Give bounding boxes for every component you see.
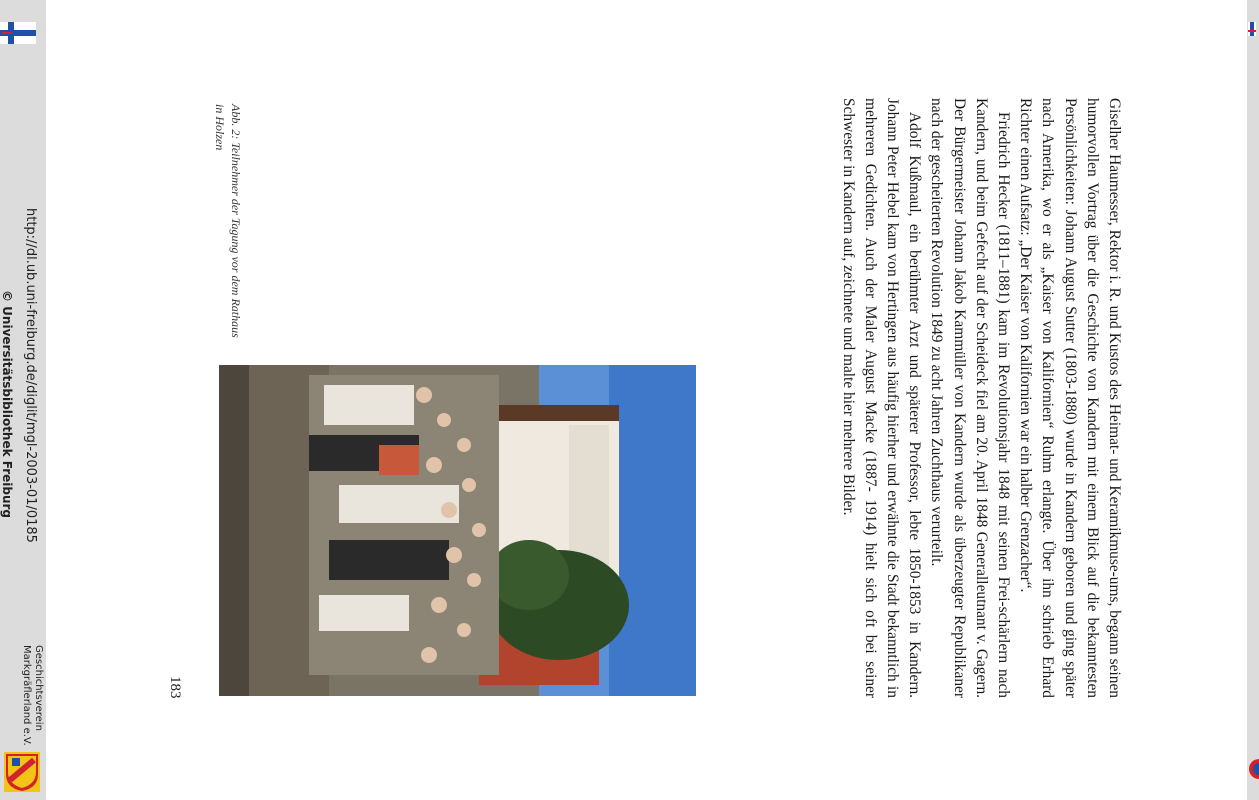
page-number: 183 xyxy=(167,676,183,699)
society-name xyxy=(20,645,44,746)
paragraph: Adolf Kußmaul, ein berühmter Arzt und späterer Professor, lebte 1850-1853 in Kandern. Johann Peter Hebel kam von Hertingen aus häufig hierher und erwähnte die Stadt bekanntlich in mehreren Gedichten. Auch der Maler August Macke (1887- 1914) hielt sich oft bei seiner Schwester in Kandern auf, zeichnete und malte hier mehrere Bilder. xyxy=(839,98,924,698)
copyright-notice: © Universitätsbibliothek Freiburg xyxy=(0,290,14,519)
article-body xyxy=(836,98,1125,698)
paragraph: Friedrich Hecker (1811–1881) kam im Revolutionsjahr 1848 mit seinen Frei-schärlern nach Kandern, und beim Gefecht auf der Scheideck fiel am 20. April 1848 Generalleutnant v. Gagern. Der Bürgermeister Johann Jakob Kammüller von Kandern wurde als überzeugter Republikaner nach der gescheiterten Revolution 1849 zu acht Jahren Zuchthaus verurteilt. xyxy=(928,98,1012,698)
source-url[interactable]: http://dl.ub.uni-freiburg.de/diglit/mgl-2003-01/0185 xyxy=(23,208,38,543)
paragraph: Giselher Haumesser, Rektor i. R. und Kustos des Heimat- und Keramikmuse-ums, begann seinen humorvollen Vortrag über die Geschichte von Kandern mit einem Blick auf die bekanntesten Persönlichkeiten: Johann August Sutter (1803-1880) wurde in Kandern geboren und ging später nach Amerika, wo er als „Kaiser von Kalifornien“ Ruhm erlangte. Über ihn schrieb Erhard Richter einen Aufsatz: „Der Kaiser von Kalifornien war ein halber Grenzacher“. xyxy=(1017,98,1123,698)
society-name-line2: Markgräflerland e.V. xyxy=(21,645,32,746)
right-margin-strip xyxy=(1247,0,1259,800)
figure-caption: Abb. 2: Teilnehmer der Tagung vor dem Rathaus in Holzen xyxy=(213,104,243,338)
society-name-line1: Geschichtsverein xyxy=(33,645,44,731)
group-photo xyxy=(219,365,696,696)
flag-logo-icon xyxy=(0,22,36,44)
coat-of-arms-icon xyxy=(4,752,40,792)
group-photo-image xyxy=(219,365,696,696)
seal-icon xyxy=(1249,758,1259,780)
flag-logo-icon xyxy=(1248,22,1256,36)
